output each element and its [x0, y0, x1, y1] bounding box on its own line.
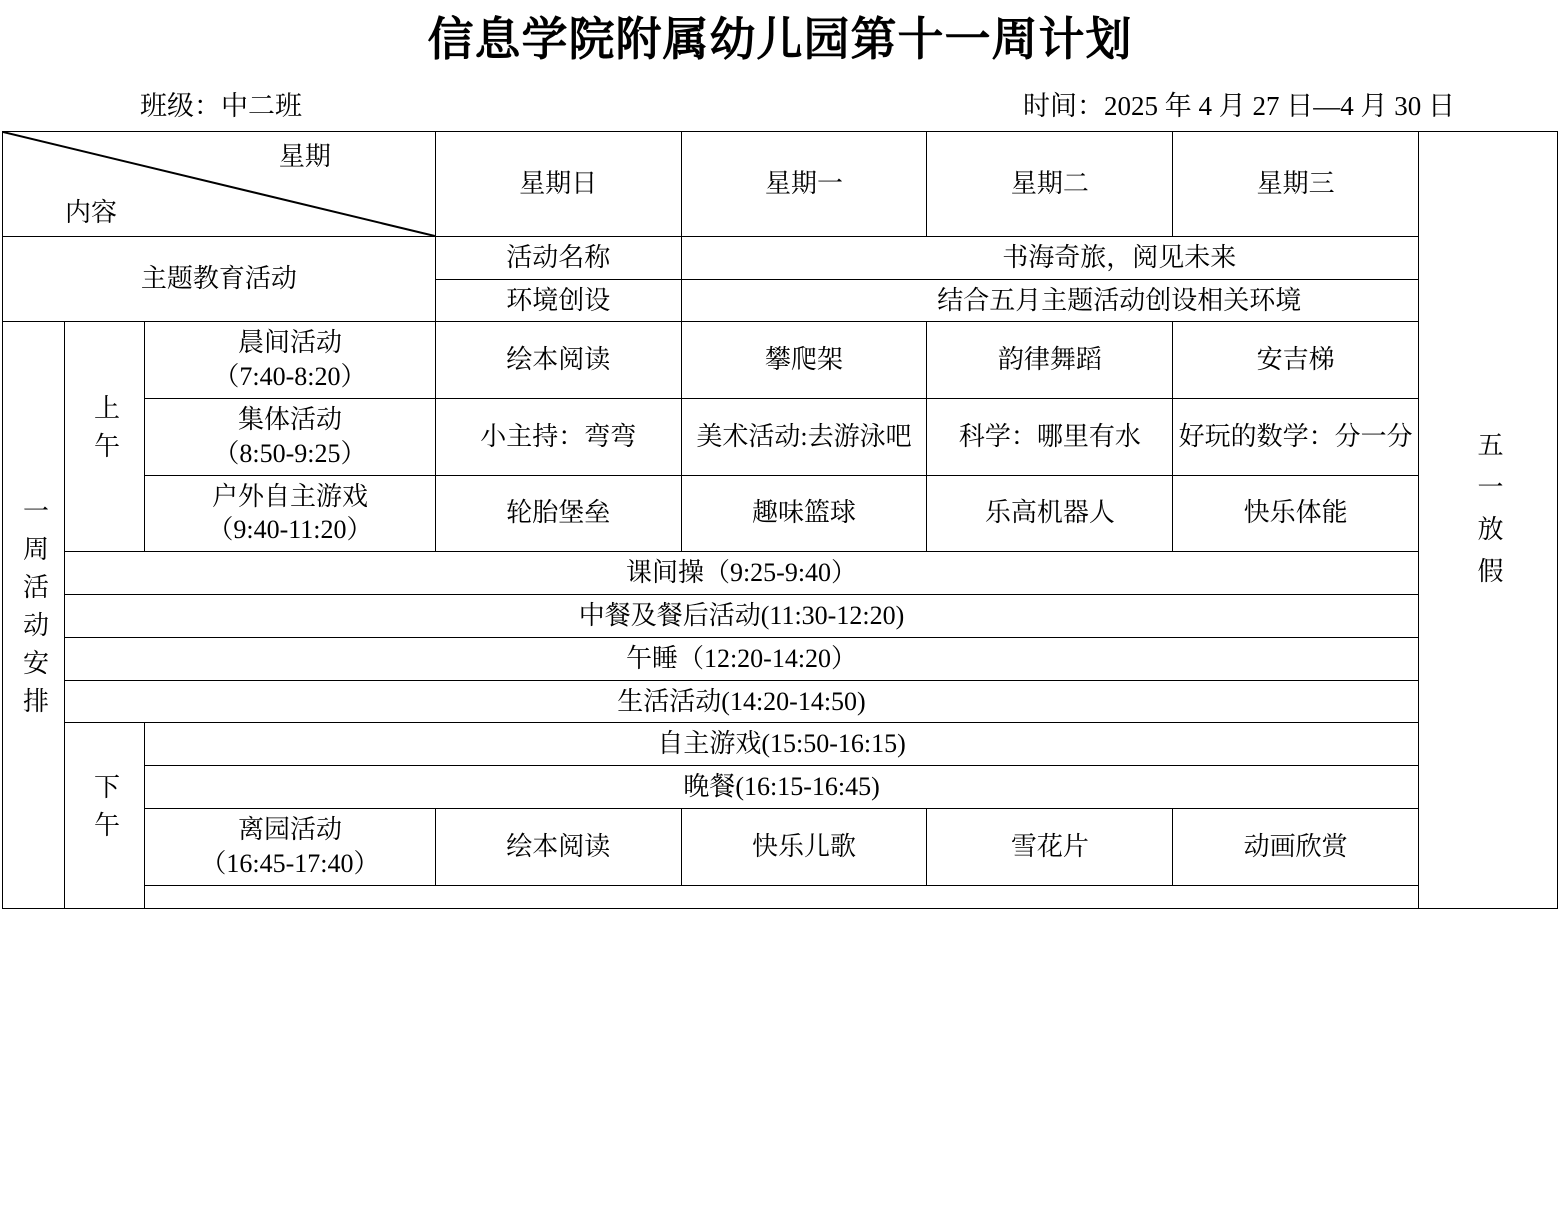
cell-morning-3-sunday: 轮胎堡垒: [435, 475, 681, 552]
activity-name-line1: 户外自主游戏: [211, 481, 368, 511]
theme-environment-label: 环境创设: [435, 279, 681, 322]
morning-label-cell: [64, 322, 144, 552]
theme-section-label: 主题教育活动: [3, 236, 436, 322]
cell-morning-1-sunday: 绘本阅读: [435, 322, 681, 399]
schedule-row-afternoon-1: [3, 808, 1558, 885]
activity-name-morning-1: [145, 322, 436, 399]
date-range-label: 时间：2025 年 4 月 27 日—4 月 30 日: [1023, 90, 1455, 121]
cell-afternoon-1-sunday: 绘本阅读: [435, 808, 681, 885]
activity-time-line2: （7:40-8:20）: [213, 362, 367, 392]
activity-time-line2: （9:40-11:20）: [207, 515, 373, 545]
cell-afternoon-1-tuesday: 雪花片: [927, 808, 1173, 885]
week-schedule-label-text: 一周活动安排: [19, 496, 49, 725]
document-meta: [0, 84, 1560, 123]
document-page: [0, 10, 1560, 1225]
fullwidth-row-free-play: 自主游戏(15:50-16:15): [145, 723, 1419, 766]
cell-afternoon-1-monday: 快乐儿歌: [681, 808, 927, 885]
activity-time-line2: （16:45-17:40）: [200, 848, 380, 878]
activity-name-afternoon-1: [145, 808, 436, 885]
schedule-row-morning-2: [3, 398, 1558, 475]
activity-name-morning-3: [145, 475, 436, 552]
schedule-row-morning-1: [3, 322, 1558, 399]
cell-morning-1-tuesday: 韵律舞蹈: [927, 322, 1173, 399]
holiday-note-text: 五一放假: [1473, 431, 1503, 600]
fullwidth-row-life: 生活活动(14:20-14:50): [64, 680, 1418, 723]
cell-morning-2-sunday: 小主持：弯弯: [435, 398, 681, 475]
cell-morning-3-wednesday: 快乐体能: [1173, 475, 1419, 552]
schedule-row-afternoon-free-play: [3, 723, 1558, 766]
fullwidth-row-lunch: 中餐及餐后活动(11:30-12:20): [64, 594, 1418, 637]
page-title: 信息学院附属幼儿园第十一周计划: [427, 13, 1133, 65]
theme-row-name: [3, 236, 1558, 279]
trailing-empty-cell: [145, 885, 1558, 908]
corner-week-label: 星期: [278, 141, 331, 171]
cell-morning-2-tuesday: 科学：哪里有水: [927, 398, 1173, 475]
cell-morning-3-monday: 趣味篮球: [681, 475, 927, 552]
activity-name-line1: 晨间活动: [237, 328, 342, 358]
cell-morning-3-tuesday: 乐高机器人: [927, 475, 1173, 552]
cell-morning-2-monday: 美术活动:去游泳吧: [681, 398, 927, 475]
morning-label-text: 上午: [90, 394, 120, 471]
schedule-row-fullwidth-4: [3, 680, 1558, 723]
afternoon-label-cell: [64, 723, 144, 908]
afternoon-label-text: 下午: [90, 773, 120, 850]
activity-name-line1: 离园活动: [237, 814, 342, 844]
corner-content-label: 内容: [65, 198, 118, 227]
schedule-row-trailing: [3, 885, 1558, 908]
theme-name-value: 书海奇旅，阅见未来: [681, 236, 1557, 279]
activity-name-morning-2: [145, 398, 436, 475]
weekly-plan-table: [2, 131, 1558, 909]
corner-header-cell: [3, 131, 436, 236]
schedule-row-fullwidth-2: [3, 594, 1558, 637]
table-header-row: [3, 131, 1558, 236]
schedule-row-fullwidth-1: [3, 552, 1558, 595]
cell-morning-2-wednesday: 好玩的数学：分一分: [1173, 398, 1419, 475]
fullwidth-row-exercise: 课间操（9:25-9:40）: [64, 552, 1418, 595]
week-schedule-label-cell: [3, 322, 65, 908]
cell-morning-1-wednesday: 安吉梯: [1173, 322, 1419, 399]
schedule-row-fullwidth-3: [3, 637, 1558, 680]
theme-name-label: 活动名称: [435, 236, 681, 279]
activity-name-line1: 集体活动: [237, 404, 342, 434]
schedule-row-morning-3: [3, 475, 1558, 552]
day-header-sunday: 星期日: [435, 131, 681, 236]
schedule-row-afternoon-dinner: [3, 766, 1558, 809]
fullwidth-row-dinner: 晚餐(16:15-16:45): [145, 766, 1419, 809]
activity-time-line2: （8:50-9:25）: [213, 438, 367, 468]
day-header-monday: 星期一: [681, 131, 927, 236]
class-label: 班级：中二班: [140, 90, 302, 121]
cell-afternoon-1-wednesday: 动画欣赏: [1173, 808, 1419, 885]
cell-morning-1-monday: 攀爬架: [681, 322, 927, 399]
day-header-wednesday: 星期三: [1173, 131, 1419, 236]
fullwidth-row-nap: 午睡（12:20-14:20）: [64, 637, 1418, 680]
theme-environment-value: 结合五月主题活动创设相关环境: [681, 279, 1557, 322]
day-header-tuesday: 星期二: [927, 131, 1173, 236]
